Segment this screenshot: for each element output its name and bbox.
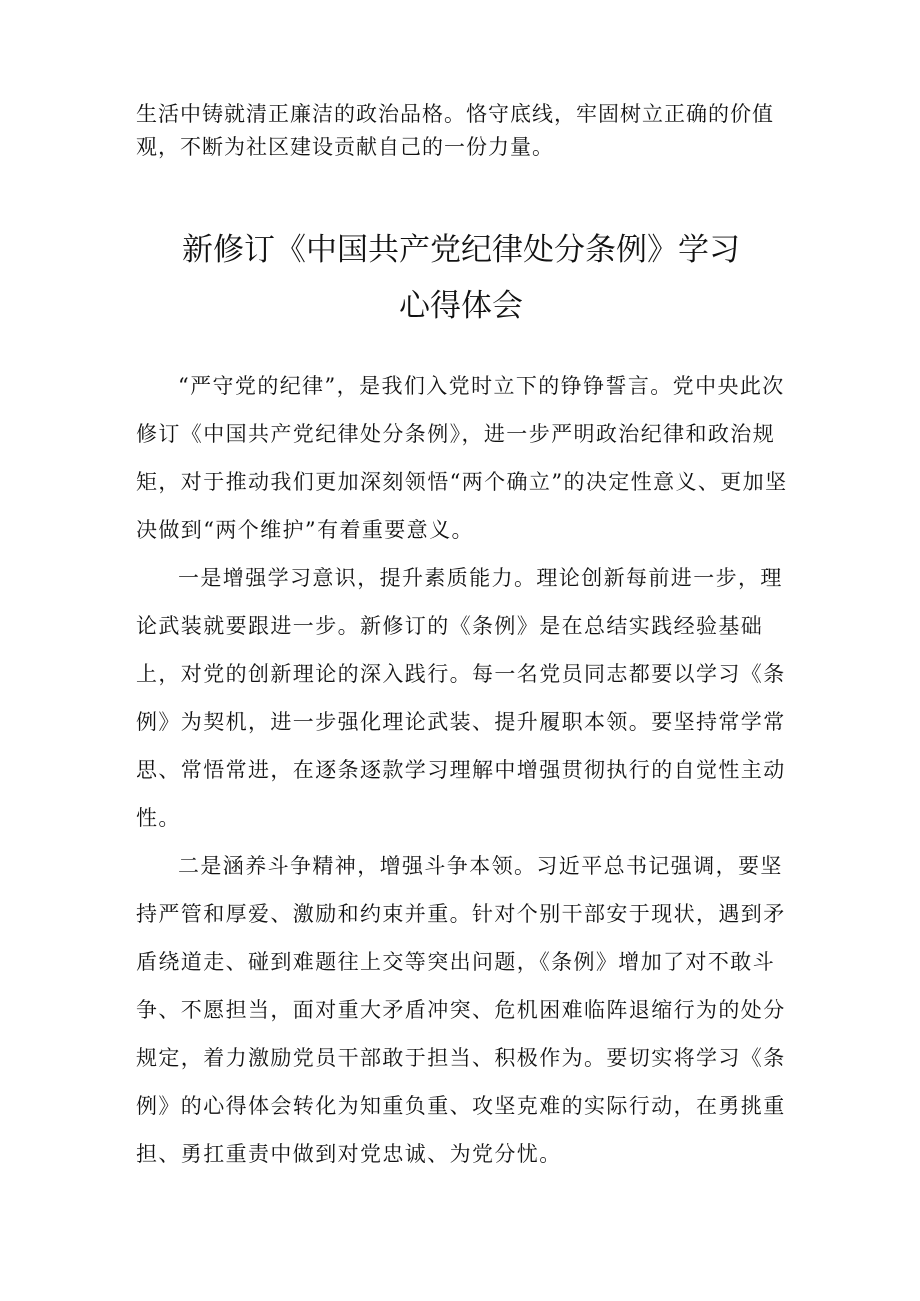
document-title bbox=[136, 222, 786, 334]
title-line-1: 新修订《中国共产党纪律处分条例》学习 bbox=[182, 232, 740, 268]
body-paragraph-2: 一是增强学习意识，提升素质能力。理论创新每前进一步，理论武装就要跟进一步。新修订的《条例》是在总结实践经验基础上，对党的创新理论的深入践行。每一名党员同志都要以学习《条例》为契机，进一步强化理论武装、提升履职本领。要坚持常学常思、常悟常进，在逐条逐款学习理解中增强贯彻执行的自觉性主动性。 bbox=[136, 566, 786, 830]
document-body bbox=[136, 362, 800, 1178]
body-paragraph-3: 二是涵养斗争精神，增强斗争本领。习近平总书记强调，要坚持严管和厚爱、激励和约束并重。针对个别干部安于现状，遇到矛盾绕道走、碰到难题往上交等突出问题，《条例》增加了对不敢斗争、不愿担当，面对重大矛盾冲突、危机困难临阵退缩行为的处分规定，着力激励党员干部敢于担当、积极作为。要切实将学习《条例》的心得体会转化为知重负重、攻坚克难的实际行动，在勇挑重担、勇扛重责中做到对党忠诚、为党分忧。 bbox=[136, 854, 786, 1166]
body-paragraph-1: “严守党的纪律”，是我们入党时立下的铮铮誓言。党中央此次修订《中国共产党纪律处分条例》，进一步严明政治纪律和政治规矩，对于推动我们更加深刻领悟“两个确立”的决定性意义、更加坚决做到“两个维护”有着重要意义。 bbox=[136, 374, 788, 542]
intro-paragraph: 生活中铸就清正廉洁的政治品格。恪守底线，牢固树立正确的价值观，不断为社区建设贡献自己的一份力量。 bbox=[136, 102, 774, 159]
title-line-2: 心得体会 bbox=[399, 288, 523, 324]
